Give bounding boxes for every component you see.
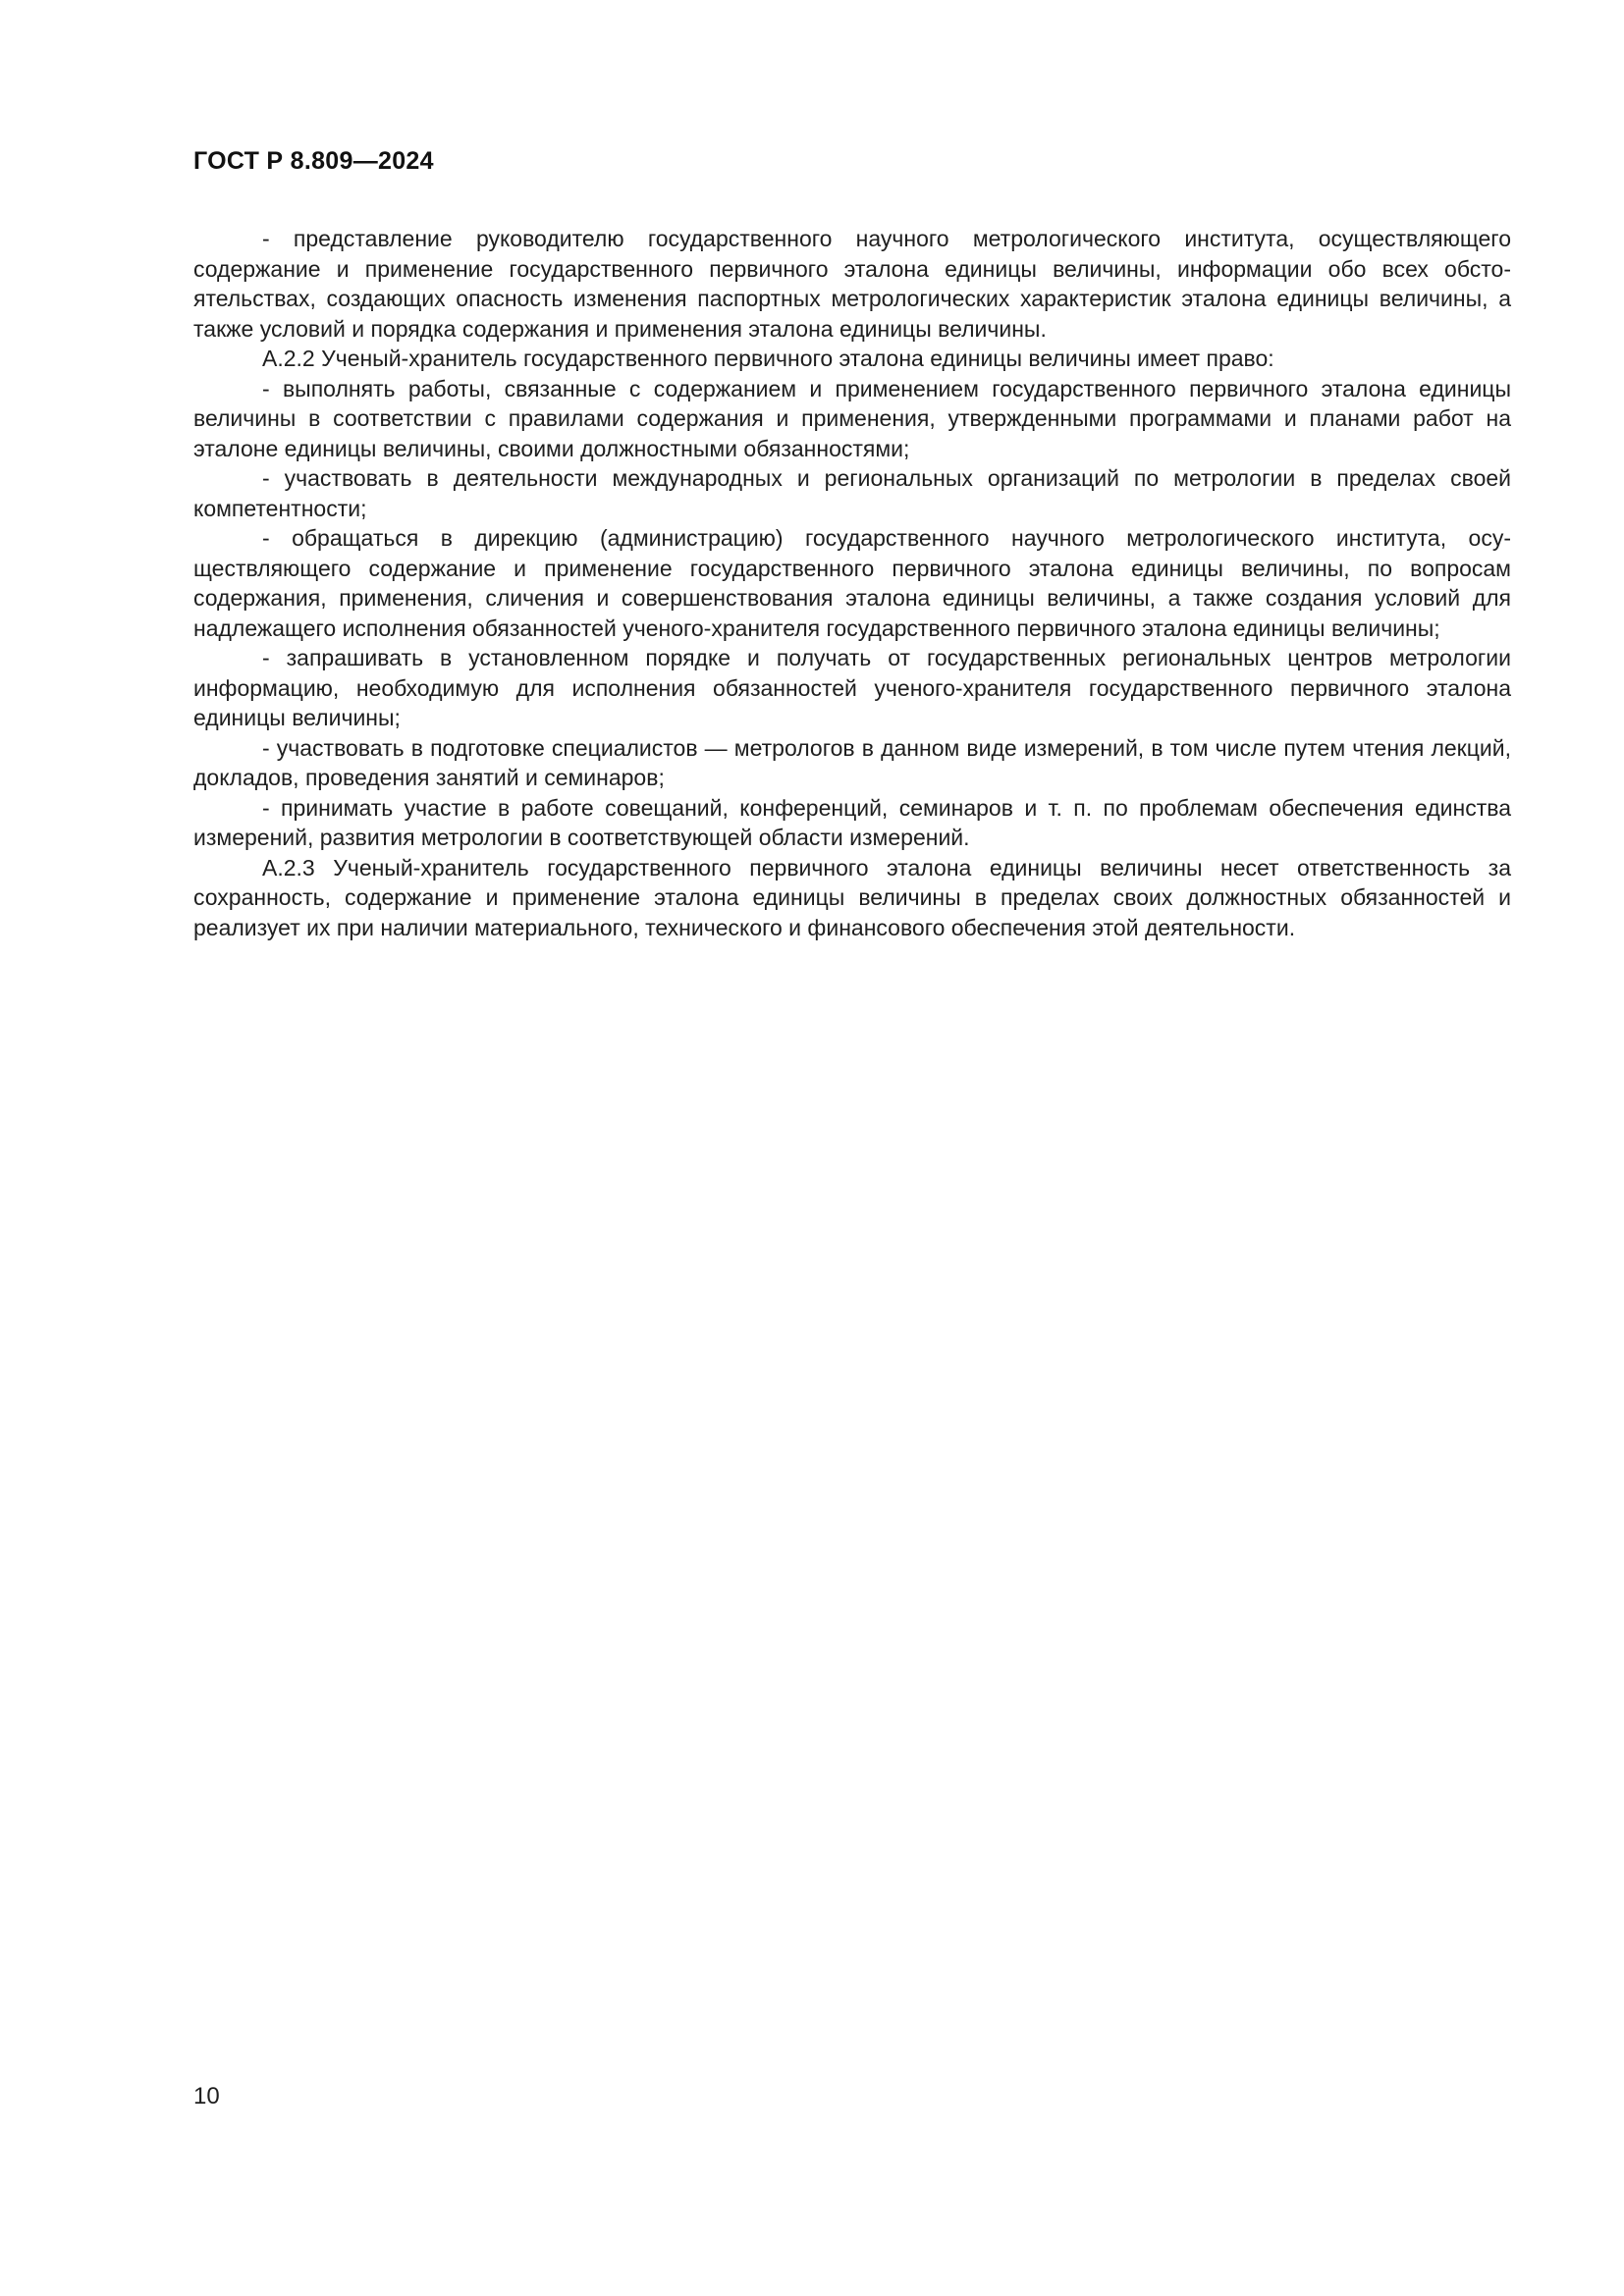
paragraph: - представление руководителю государственного научного метрологического института, осуществляющего содержание и применение государственного первичного эталона единицы величины, информации обо всех обстоятельствах, создающих опасность изменения паспортных метрологических характеристик эталона единицы величины, а также условий и порядка содержания и применения эталона единицы величины. <box>193 226 1511 342</box>
page-number: 10 <box>193 2083 220 2109</box>
paragraph: - участвовать в подготовке специалистов — метрологов в данном виде измерений, в том числе путем чтения лекций, докладов, проведения занятий и семинаров; <box>193 734 1511 790</box>
paragraph: - участвовать в деятельности международных и региональных организаций по метрологии в пределах своей компетентности; <box>193 465 1511 521</box>
paragraph: А.2.3 Ученый-хранитель государственного первичного эталона единицы величины несет ответственность за сохранность, содержание и применение эталона единицы величины в пределах своих должностных обязанностей и реализует их при наличии материального, технического и финансового обеспечения этой деятельности. <box>193 854 1511 940</box>
paragraph: - выполнять работы, связанные с содержанием и применением государственного первичного эталона единицы величины в соответствии с правилами содержания и применения, утвержденными программами и планами работ на эталоне единицы величины, своими должностными обязанностями; <box>193 375 1511 461</box>
paragraph: - запрашивать в установленном порядке и получать от государственных региональных центров метрологии информацию, необходимую для исполнения обязанностей ученого-хранителя государственного первичного эталона единицы величины; <box>193 645 1511 730</box>
document-body <box>193 224 1511 942</box>
document-header: ГОСТ Р 8.809—2024 <box>193 147 434 175</box>
paragraph: - обращаться в дирекцию (администрацию) государственного научного метрологического института, осуществляющего содержание и применение государственного первичного эталона единицы величины, по вопросам содержания, применения, сличения и совершенствования эталона единицы величины, а также создания условий для надлежащего исполнения обязанностей ученого-хранителя государственного первичного эталона единицы величины; <box>193 525 1511 641</box>
paragraph: А.2.2 Ученый-хранитель государственного первичного эталона единицы величины имеет право: <box>262 346 1274 371</box>
paragraph: - принимать участие в работе совещаний, конференций, семинаров и т. п. по проблемам обеспечения единства измерений, развития метрологии в соответствующей области измерений. <box>193 794 1511 850</box>
